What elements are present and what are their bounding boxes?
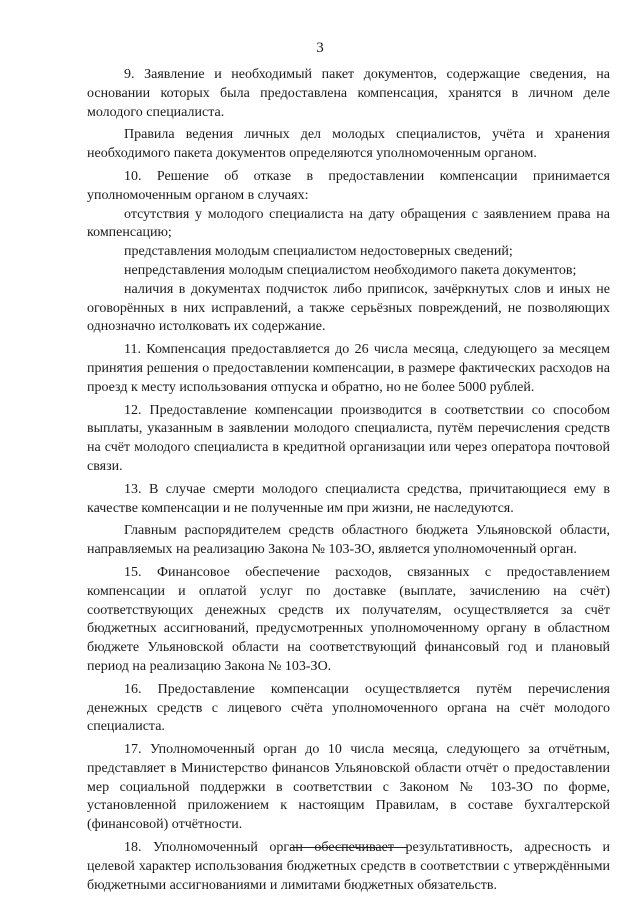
paragraph: представления молодым специалистом недостоверных сведений; — [124, 244, 513, 260]
end-rule — [290, 847, 408, 848]
paragraph: 12. Предоставление компенсации производится в соответствии со способом выплаты, указанным в заявлении молодого специалиста, путём перечисления средств на счёт молодого специалиста в кредитной организации или через оператора почтовой связи. — [87, 402, 610, 474]
page-number: 3 — [316, 40, 324, 56]
paragraph: отсутствия у молодого специалиста на дату обращения с заявлением права на компенсацию; — [87, 206, 610, 241]
document-body — [87, 66, 610, 895]
paragraph: наличия в документах подчисток либо приписок, зачёркнутых слов и иных не оговорённых в них исправлений, а также серьёзных повреждений, не позволяющих однозначно истолковать их содержание. — [87, 281, 610, 335]
paragraph: 17. Уполномоченный орган до 10 числа месяца, следующего за отчётным, представляет в Министерство финансов Ульяновской области отчёт о предоставлении мер социальной поддержки в соответствии с Законом № 103-ЗО по форме, установленной приложением к настоящим Правилам, в составе бухгалтерской (финансовой) отчётности. — [87, 742, 610, 833]
paragraph: 15. Финансовое обеспечение расходов, связанных с предоставлением компенсации и оплатой услуг по доставке (выплате, зачислению на счёт) соответствующих денежных средств их получателям, осуществляется за счёт бюджетных ассигнований, предусмотренных уполномоченному органу в областном бюджете Ульяновской области на соответствующий финансовый год и плановый период на реализацию Закона № 103-ЗО. — [87, 564, 610, 674]
paragraph: 16. Предоставление компенсации осуществляется путём перечисления денежных средств с лицевого счёта уполномоченного органа на счёт молодого специалиста. — [87, 681, 610, 735]
paragraph: Главным распорядителем средств областного бюджета Ульяновской области, направляемых на реализацию Закона № 103-ЗО, является уполномоченный орган. — [87, 523, 610, 558]
paragraph: 10. Решение об отказе в предоставлении компенсации принимается уполномоченным органом в случаях: — [87, 168, 610, 203]
paragraph: 11. Компенсация предоставляется до 26 числа месяца, следующего за месяцем принятия решения о предоставлении компенсации, в размере фактических расходов на проезд к месту использования отпуска и обратно, но не более 5000 рублей. — [87, 342, 610, 395]
paragraph: 9. Заявление и необходимый пакет документов, содержащие сведения, на основании которых была предоставлена компенсация, хранятся в личном деле молодого специалиста. — [87, 67, 610, 120]
paragraph: непредставления молодым специалистом необходимого пакета документов; — [124, 262, 577, 278]
paragraph: Правила ведения личных дел молодых специалистов, учёта и хранения необходимого пакета документов определяются уполномоченным органом. — [87, 127, 610, 162]
paragraph: 18. Уполномоченный орган обеспечивает результативность, адресность и целевой характер использования бюджетных средств в соответствии с утверждёнными бюджетными ассигнованиями и лимитами бюджетных обязательств. — [87, 840, 610, 893]
paragraph: 13. В случае смерти молодого специалиста средства, причитающиеся ему в качестве компенсации и не полученные им при жизни, не наследуются. — [87, 481, 610, 516]
